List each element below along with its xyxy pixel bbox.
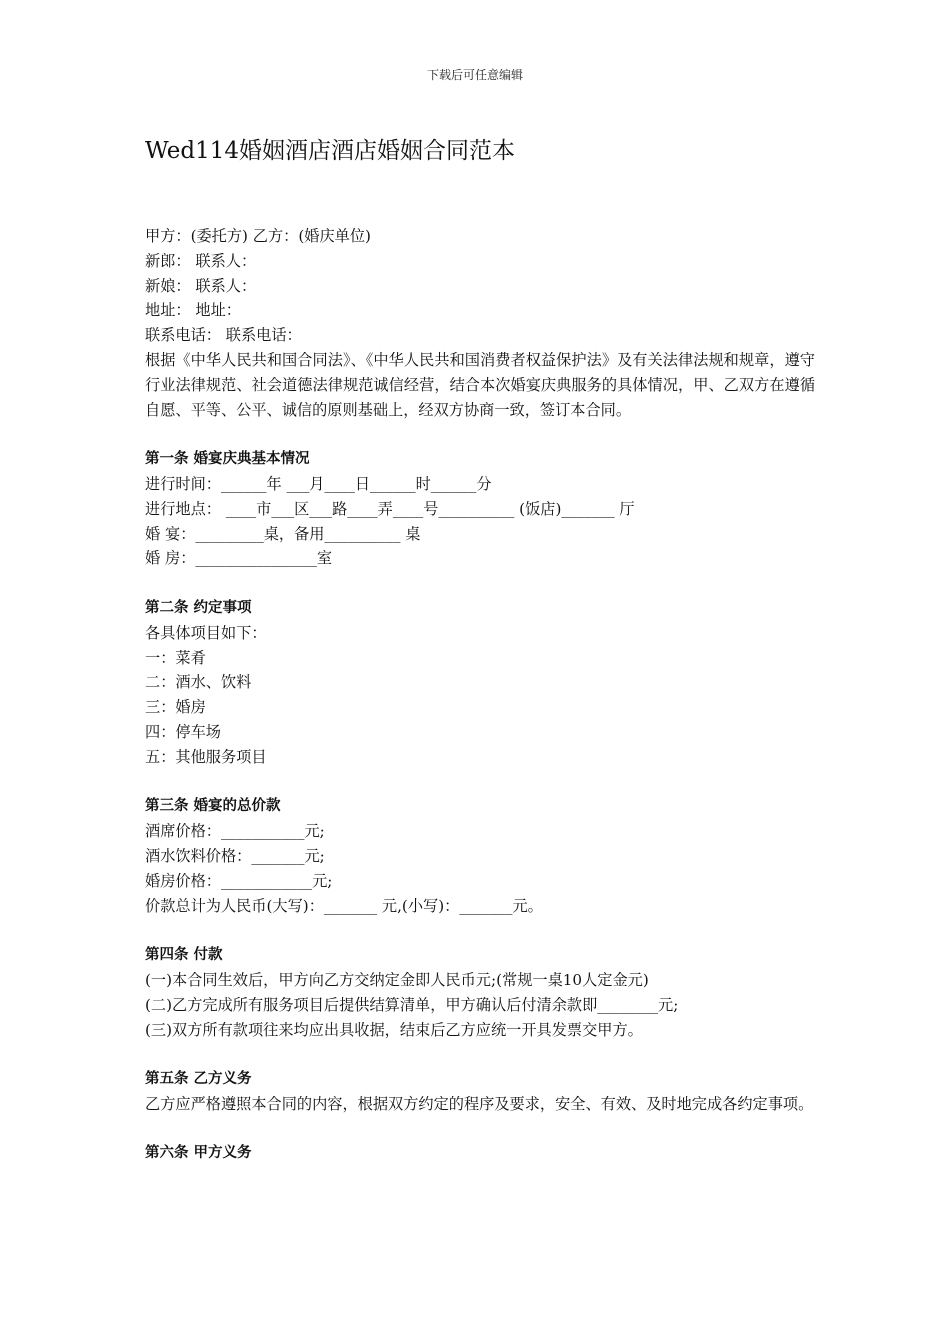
article-3-line: 价款总计为人民币(大写)：_______ 元,(小写)：_______元。: [145, 896, 543, 915]
article-3-line: 酒水饮料价格：_______元;: [145, 846, 325, 865]
article-5-heading: 第五条 乙方义务: [145, 1071, 252, 1088]
article-2-line: 三：婚房: [145, 698, 206, 717]
article-4-heading: 第四条 付款: [145, 947, 223, 964]
party-line: 地址： 地址：: [145, 301, 241, 320]
article-2-line: 四：停车场: [145, 722, 221, 741]
article-5-paragraph: 乙方应严格遵照本合同的内容，根据双方约定的程序及要求，安全、有效、及时地完成各约定事项。: [145, 1094, 814, 1113]
party-line: 甲方：(委托方) 乙方：(婚庆单位): [145, 227, 371, 245]
article-2-line: 五：其他服务项目: [145, 747, 267, 766]
article-1-heading: 第一条 婚宴庆典基本情况: [145, 451, 310, 468]
article-3-heading: 第三条 婚宴的总价款: [145, 798, 281, 815]
article-2-line: 二：酒水、饮料: [145, 673, 252, 692]
article-4-line: (一)本合同生效后，甲方向乙方交纳定金即人民币元;(常规一桌10人定金元): [145, 970, 649, 989]
article-2-heading: 第二条 约定事项: [145, 599, 252, 616]
article-1-line: 进行地点： ____市___区___路____弄____号__________ (饭店)_______ 厅: [145, 499, 635, 518]
preamble-paragraph: 根据《中华人民共和国合同法》、《中华人民共和国消费者权益保护法》及有关法律法规和规章，遵守行业法律规范、社会道德法律规范诚信经营，结合本次婚宴庆典服务的具体情况，甲、乙双方在遵循自愿、平等、公平、诚信的原则基础上，经双方协商一致，签订本合同。: [145, 350, 815, 419]
page-header-note: 下载后可任意编辑: [426, 68, 523, 82]
party-line: 新郎： 联系人：: [145, 251, 257, 270]
party-line: 联系电话： 联系电话：: [145, 326, 302, 345]
party-line: 新娘： 联系人：: [145, 276, 257, 295]
article-4-line: (三)双方所有款项往来均应出具收据，结束后乙方应统一开具发票交甲方。: [145, 1020, 643, 1039]
article-4-line: (二)乙方完成所有服务项目后提供结算清单，甲方确认后付清余款即________元;: [145, 995, 679, 1014]
article-3-line: 婚房价格：____________元;: [145, 871, 333, 890]
article-1-line: 婚 宴：_________桌，备用__________ 桌: [145, 524, 421, 543]
article-2-line: 一：菜肴: [145, 648, 206, 667]
parties-block: [145, 224, 815, 348]
contract-body: [145, 224, 815, 1166]
article-6-heading: 第六条 甲方义务: [145, 1145, 252, 1162]
article-1-line: 婚 房：________________室: [145, 549, 333, 568]
article-1-line: 进行时间：______年 ___月____日______时______分: [145, 474, 492, 493]
document-title: Wed114婚姻酒店酒店婚姻合同范本: [145, 138, 515, 164]
article-3-line: 酒席价格：___________元;: [145, 822, 325, 841]
article-2-line: 各具体项目如下：: [145, 623, 267, 642]
